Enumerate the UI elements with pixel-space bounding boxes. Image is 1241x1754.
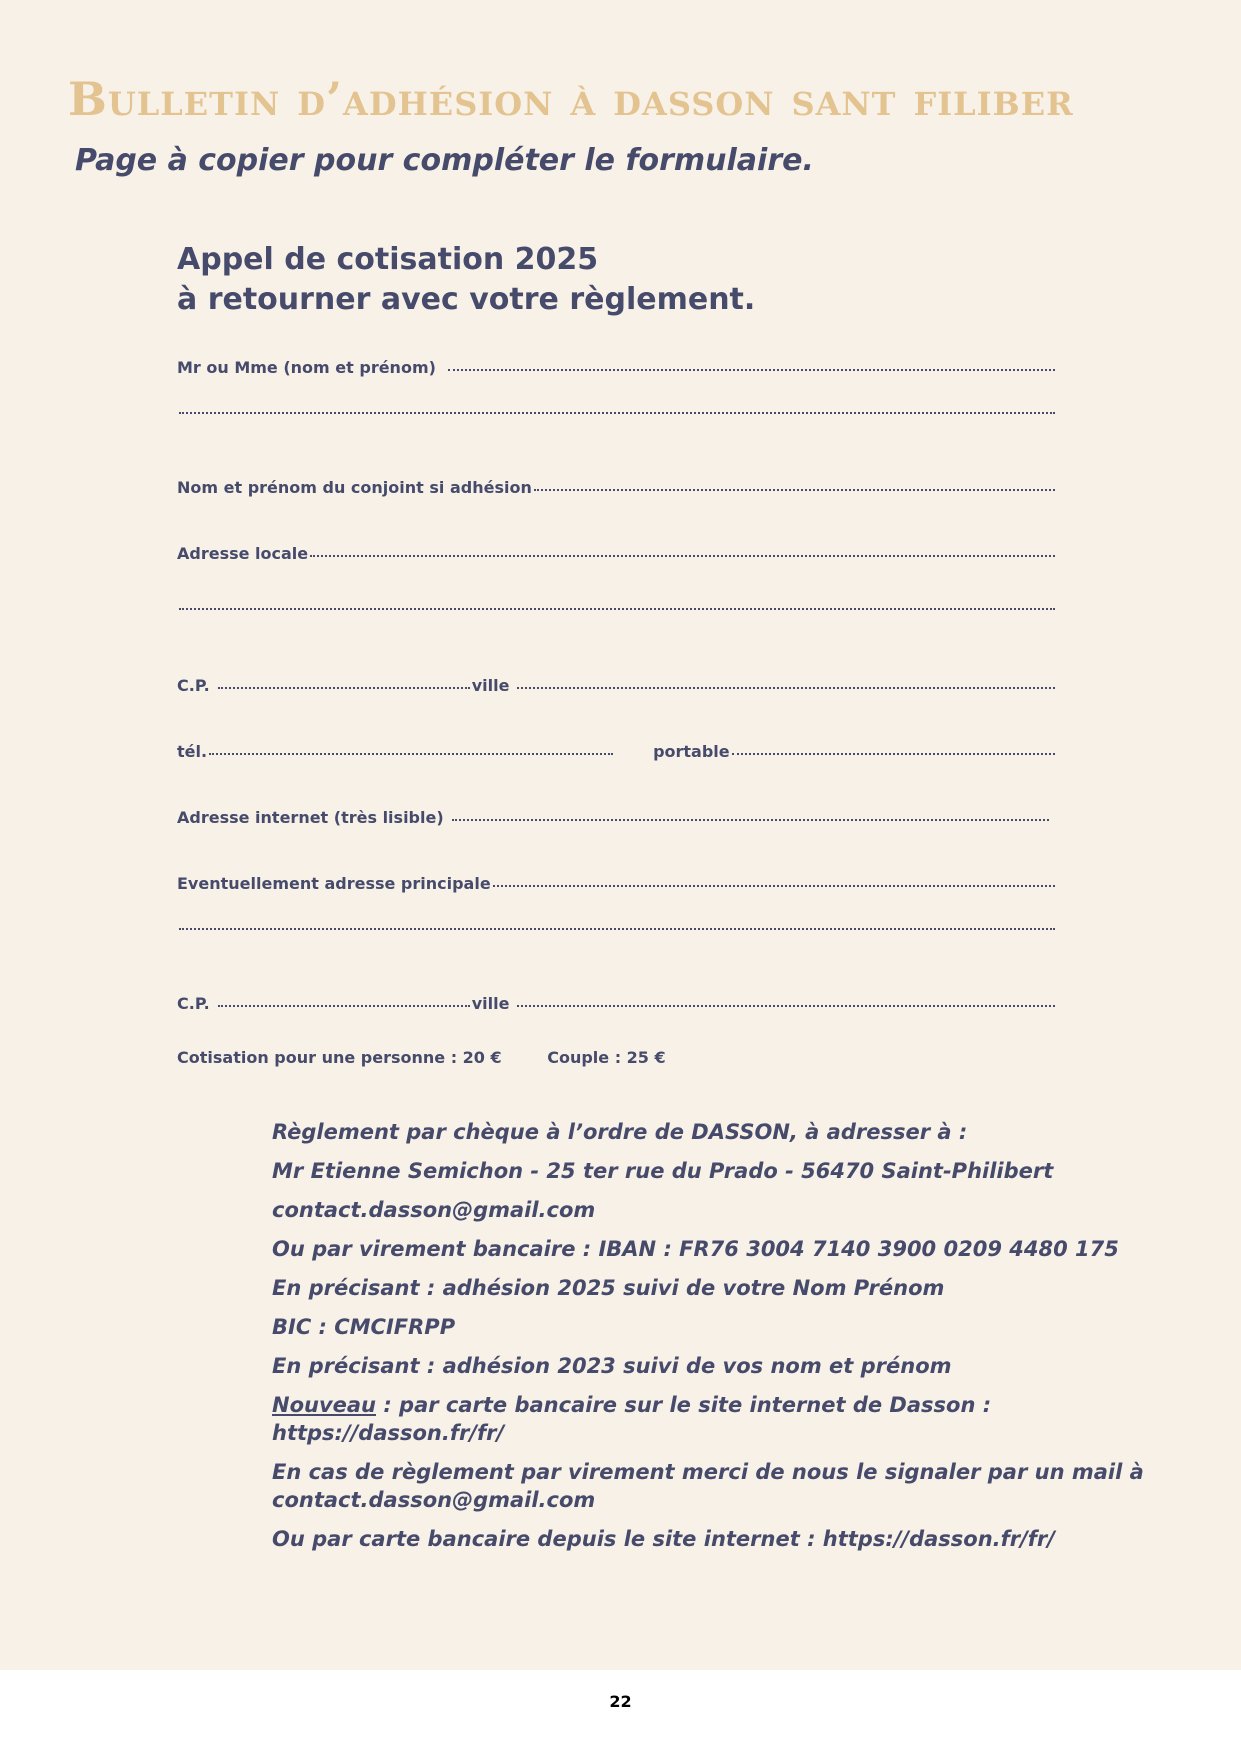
local-address-continuation-row xyxy=(177,610,1057,612)
page-title: Bulletin d’adhésion à dasson sant filiber xyxy=(68,72,1074,126)
payment-bic: BIC : CMCIFRPP xyxy=(272,1315,456,1339)
local-address-line-2[interactable] xyxy=(179,608,1055,610)
payment-nouveau xyxy=(272,1391,1172,1447)
cp-line[interactable] xyxy=(218,687,470,689)
name-field-row xyxy=(177,358,1057,377)
payment-carte: Ou par carte bancaire depuis le site internet : https://dasson.fr/fr/ xyxy=(272,1527,1055,1551)
name-field-continuation-row xyxy=(177,414,1057,416)
payment-precisant-2: En précisant : adhésion 2023 suivi de vos nom et prénom xyxy=(272,1354,952,1378)
cp-ville-row xyxy=(177,676,1057,695)
spouse-field-row xyxy=(177,478,1057,497)
payment-email: contact.dasson@gmail.com xyxy=(272,1198,596,1222)
signal-line-2: contact.dasson@gmail.com xyxy=(272,1488,596,1512)
email-label: Adresse internet (très lisible) xyxy=(177,808,444,827)
local-address-row xyxy=(177,544,1057,563)
main-address-line-2[interactable] xyxy=(179,928,1055,930)
payment-cheque: Règlement par chèque à l’ordre de DASSON, à adresser à : xyxy=(272,1120,968,1144)
name-field-label: Mr ou Mme (nom et prénom) xyxy=(177,358,436,377)
email-row xyxy=(177,808,1057,827)
page-number: 22 xyxy=(609,1692,632,1711)
main-address-continuation-row xyxy=(177,930,1057,932)
nouveau-label: Nouveau xyxy=(272,1393,377,1417)
payment-instructions xyxy=(272,1118,1172,1564)
cp2-line[interactable] xyxy=(218,1005,470,1007)
payment-virement: Ou par virement bancaire : IBAN : FR76 3004 7140 3900 0209 4480 175 xyxy=(272,1237,1119,1261)
cp-label: C.P. xyxy=(177,676,210,695)
payment-address: Mr Etienne Semichon - 25 ter rue du Prado - 56470 Saint-Philibert xyxy=(272,1159,1054,1183)
cotisation-line xyxy=(177,1048,706,1067)
ville2-line[interactable] xyxy=(517,1005,1055,1007)
appel-line-2: à retourner avec votre règlement. xyxy=(177,282,756,317)
portable-label: portable xyxy=(653,742,730,761)
local-address-label: Adresse locale xyxy=(177,544,309,563)
cotisation-single: Cotisation pour une personne : 20 € xyxy=(177,1048,502,1067)
spouse-field-line[interactable] xyxy=(534,489,1055,491)
payment-signal xyxy=(272,1458,1172,1514)
nouveau-text: : par carte bancaire sur le site internet de Dasson : https://dasson.fr/fr/ xyxy=(272,1393,992,1445)
ville2-label: ville xyxy=(471,994,510,1013)
portable-line[interactable] xyxy=(732,753,1055,755)
signal-line-1: En cas de règlement par virement merci de nous le signaler par un mail à xyxy=(272,1460,1144,1484)
ville-line[interactable] xyxy=(517,687,1055,689)
appel-line-1: Appel de cotisation 2025 xyxy=(177,242,599,277)
tel-label: tél. xyxy=(177,742,208,761)
appel-heading xyxy=(177,240,755,320)
spouse-field-label: Nom et prénom du conjoint si adhésion xyxy=(177,478,532,497)
cp-ville-row-2 xyxy=(177,994,1057,1013)
payment-precisant-1: En précisant : adhésion 2025 suivi de votre Nom Prénom xyxy=(272,1276,945,1300)
name-field-line[interactable] xyxy=(448,369,1055,371)
email-line[interactable] xyxy=(452,819,1049,821)
main-address-line[interactable] xyxy=(493,885,1055,887)
cp2-label: C.P. xyxy=(177,994,210,1013)
name-field-line-2[interactable] xyxy=(179,412,1055,414)
main-address-label: Eventuellement adresse principale xyxy=(177,874,491,893)
tel-line[interactable] xyxy=(209,753,613,755)
phone-row xyxy=(177,742,1057,761)
main-address-row xyxy=(177,874,1057,893)
page-subtitle: Page à copier pour compléter le formulaire. xyxy=(75,143,814,178)
ville-label: ville xyxy=(471,676,510,695)
cotisation-couple: Couple : 25 € xyxy=(547,1048,666,1067)
local-address-line[interactable] xyxy=(310,555,1055,557)
